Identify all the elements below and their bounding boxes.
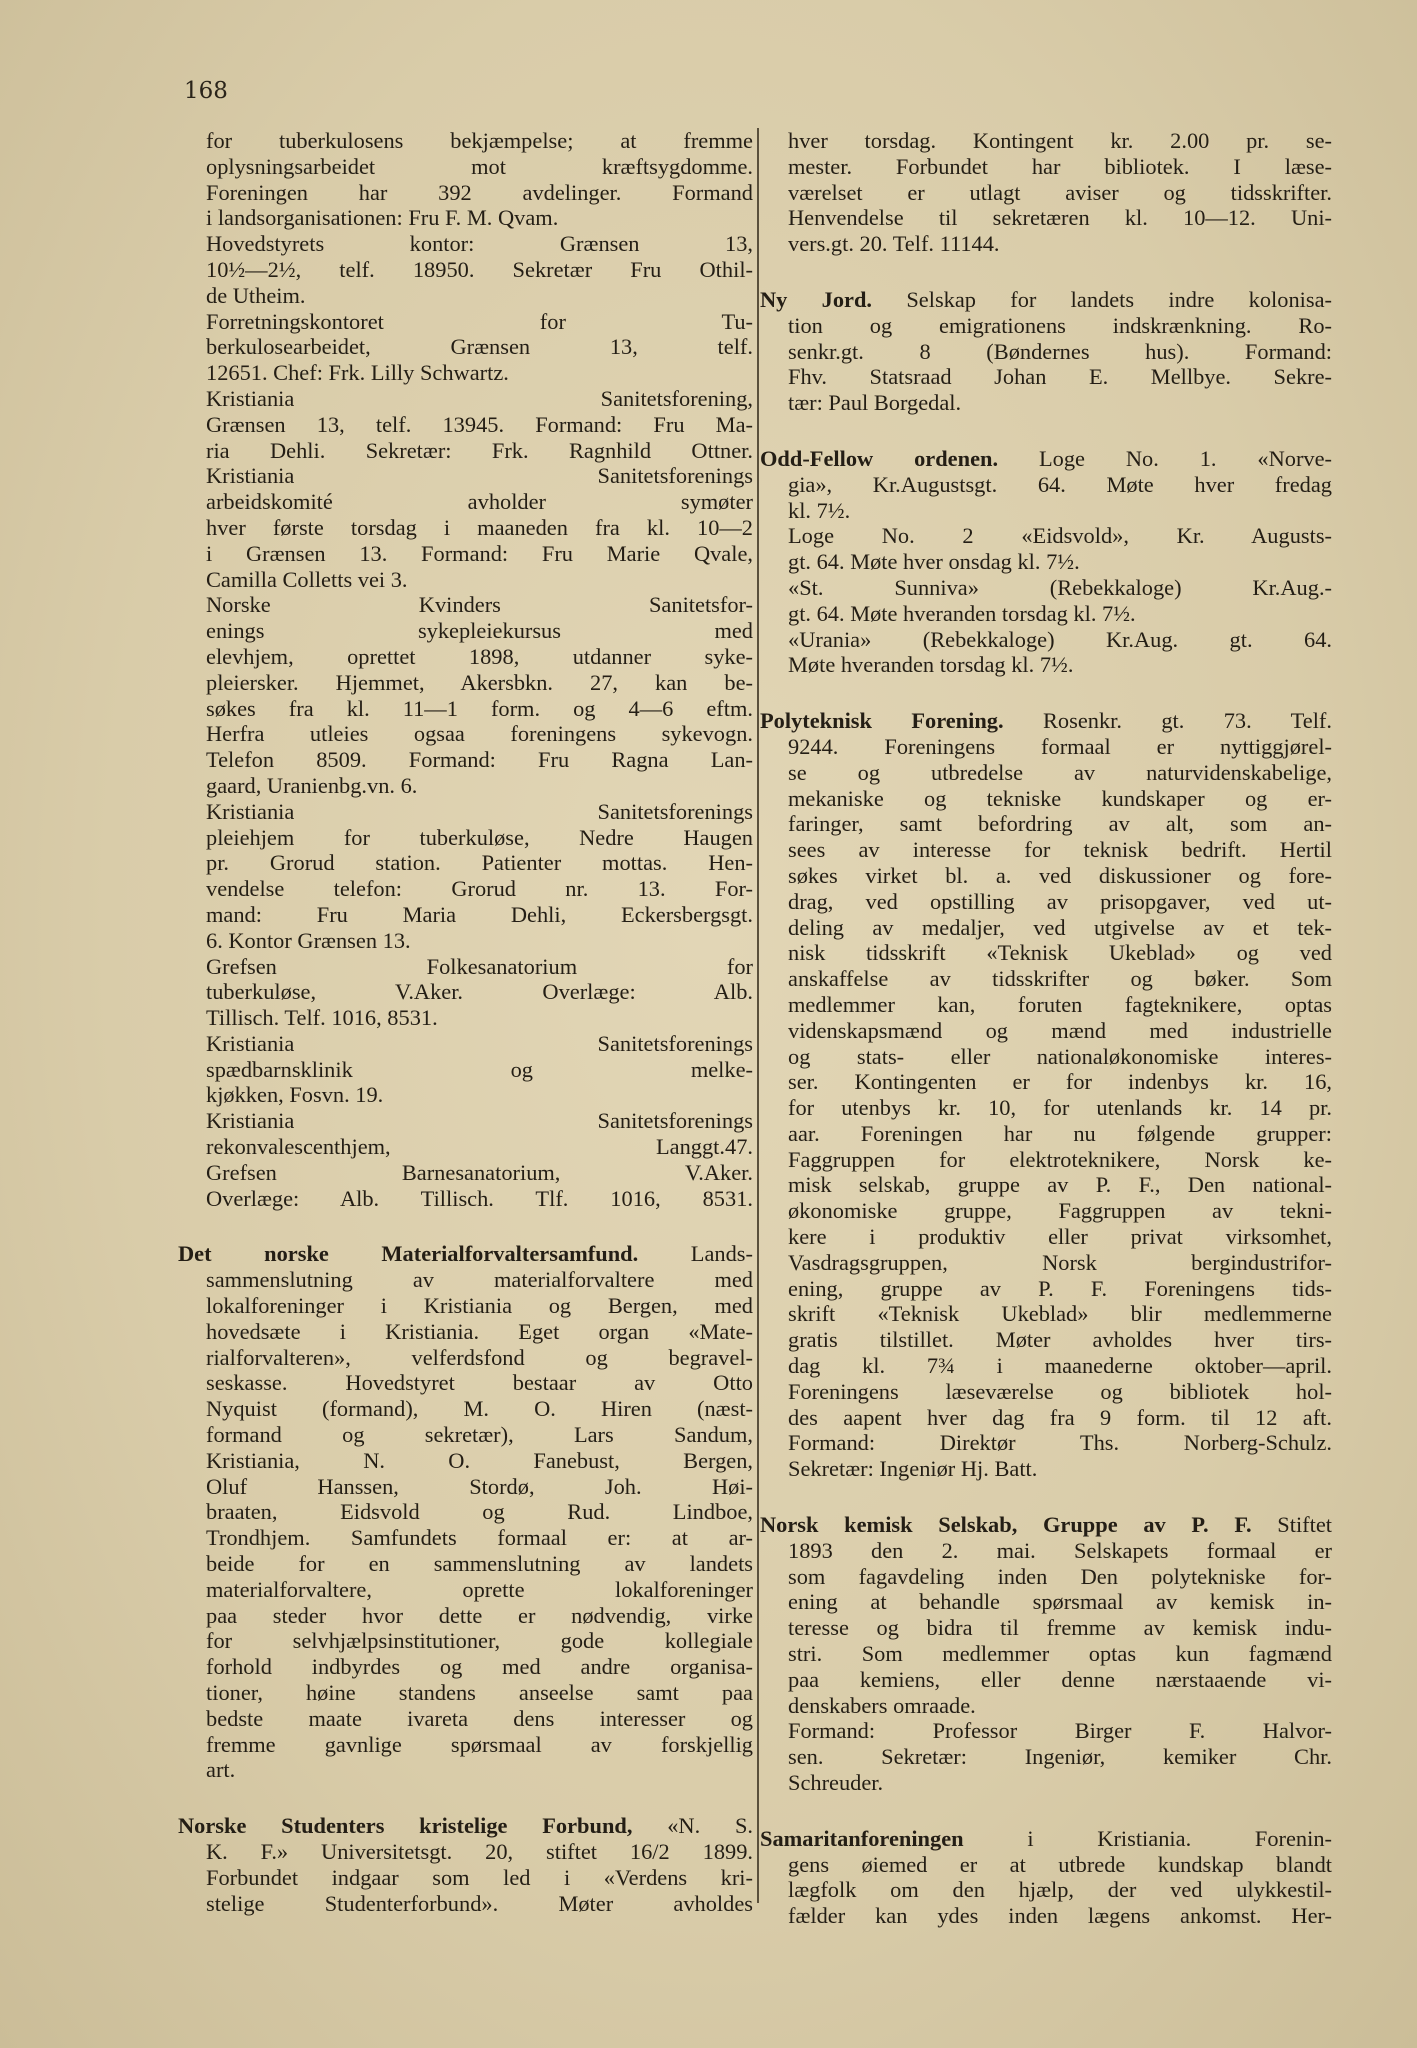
text-line xyxy=(178,1396,753,1422)
text-line xyxy=(760,1327,1332,1353)
line-text: formand og sekretær), Lars Sandum, xyxy=(206,1422,753,1448)
text-line xyxy=(760,786,1332,812)
text-line xyxy=(178,128,753,154)
line-text: paa steder hvor dette er nødvendig, virke xyxy=(206,1602,753,1628)
line-text: gratis tilstillet. Møter avholdes hver tirs- xyxy=(788,1327,1332,1353)
page-number: 168 xyxy=(184,78,228,104)
text-line xyxy=(760,498,1332,524)
line-text: aar. Foreningen har nu følgende grupper: xyxy=(788,1120,1332,1146)
text-line xyxy=(760,863,1332,889)
text-line xyxy=(760,154,1332,180)
line-text: Grefsen Barnesanatorium, V.Aker. xyxy=(206,1159,753,1185)
line-text: Henvendelse til sekretæren kl. 10—12. Uni- xyxy=(788,205,1332,231)
line-text: dag kl. 7¾ i maanederne oktober—april. xyxy=(788,1353,1332,1379)
line-text: materialforvaltere, oprette lokalforeninger xyxy=(206,1576,753,1602)
line-text: Selskap for landets indre kolonisa- xyxy=(906,286,1332,312)
text-line xyxy=(760,760,1332,786)
text-line xyxy=(760,390,1332,416)
line-text: Forretningskontoret for Tu- xyxy=(206,308,753,334)
line-text: Oluf Hanssen, Stordø, Joh. Høi- xyxy=(206,1473,753,1499)
line-text: Nyquist (formand), M. O. Hiren (næst- xyxy=(206,1396,753,1422)
line-text: nisk tidsskrift «Teknisk Ukeblad» og ved xyxy=(788,940,1332,966)
line-text: 6. Kontor Grænsen 13. xyxy=(206,927,411,953)
entry-heading-line xyxy=(760,1826,1332,1852)
entry-heading: Odd-Fellow ordenen. xyxy=(760,445,999,471)
line-text: vers.gt. 20. Telf. 11144. xyxy=(788,231,1000,257)
entry-heading: Samaritanforeningen xyxy=(760,1825,964,1851)
text-line xyxy=(178,876,753,902)
text-line xyxy=(178,1499,753,1525)
text-line xyxy=(760,966,1332,992)
text-line xyxy=(178,1654,753,1680)
text-line xyxy=(178,1319,753,1345)
entry-heading: Polyteknisk Forening. xyxy=(760,708,1004,734)
line-text: Loge No. 2 «Eidsvold», Kr. Augusts- xyxy=(788,523,1332,549)
line-text: videnskapsmænd og mænd med industrielle xyxy=(788,1017,1332,1043)
text-line xyxy=(178,257,753,283)
line-text: i Kristiania. Forenin- xyxy=(1027,1825,1332,1851)
text-line xyxy=(178,1525,753,1551)
line-text: tion og emigrationens indskrænkning. Ro- xyxy=(788,312,1332,338)
text-line xyxy=(178,309,753,335)
text-line xyxy=(178,1057,753,1083)
entry-heading-line xyxy=(178,1241,753,1267)
text-line xyxy=(760,811,1332,837)
text-line xyxy=(760,1667,1332,1693)
line-text: Foreningens læseværelse og bibliotek hol- xyxy=(788,1378,1332,1404)
line-text: værelset er utlagt aviser og tidsskrifter. xyxy=(788,179,1332,205)
line-text: Grænsen 13, telf. 13945. Formand: Fru Ma- xyxy=(206,411,753,437)
line-text: ria Dehli. Sekretær: Frk. Ragnhild Ottner. xyxy=(206,437,753,463)
text-line xyxy=(178,773,753,799)
line-text: skrift «Teknisk Ukeblad» blir medlemmerne xyxy=(788,1301,1332,1327)
left-column xyxy=(178,128,753,1916)
text-line xyxy=(760,1877,1332,1903)
line-text: anskaffelse av tidsskrifter og bøker. Som xyxy=(788,966,1332,992)
text-line xyxy=(760,575,1332,601)
line-text: Kristiania Sanitetsforenings xyxy=(206,463,753,489)
line-text: Sekretær: Ingeniør Hj. Batt. xyxy=(788,1456,1038,1482)
line-text: Kristiania, N. O. Fanebust, Bergen, xyxy=(206,1447,753,1473)
text-line xyxy=(760,339,1332,365)
line-text: Formand: Professor Birger F. Halvor- xyxy=(788,1718,1332,1744)
line-text: Herfra utleies ogsaa foreningens sykevogn. xyxy=(206,721,753,747)
text-line xyxy=(178,1839,753,1865)
text-line xyxy=(178,1757,753,1783)
text-line xyxy=(178,412,753,438)
line-text: mand: Fru Maria Dehli, Eckersbergsgt. xyxy=(206,901,753,927)
text-line xyxy=(760,1379,1332,1405)
text-line xyxy=(178,1603,753,1629)
text-line xyxy=(760,1641,1332,1667)
line-text: gia», Kr.Augustsgt. 64. Møte hver fredag xyxy=(788,471,1332,497)
line-text: for selvhjælpsinstitutioner, gode kollegiale xyxy=(206,1628,753,1654)
text-line xyxy=(760,128,1332,154)
text-line xyxy=(178,1031,753,1057)
line-text: sammenslutning av materialforvaltere med xyxy=(206,1267,753,1293)
line-text: Overlæge: Alb. Tillisch. Tlf. 1016, 8531. xyxy=(206,1185,753,1211)
text-line xyxy=(178,1628,753,1654)
line-text: arbeidskomité avholder symøter xyxy=(206,489,753,515)
text-line xyxy=(178,747,753,773)
text-line xyxy=(178,1267,753,1293)
text-line xyxy=(760,1250,1332,1276)
text-line xyxy=(178,1474,753,1500)
text-line xyxy=(178,154,753,180)
line-text: berkulosearbeidet, Grænsen 13, telf. xyxy=(206,334,753,360)
line-text: Stiftet xyxy=(1277,1512,1332,1538)
paragraph-gap xyxy=(760,1482,1332,1512)
paragraph-gap xyxy=(178,1211,753,1241)
text-line xyxy=(178,515,753,541)
text-line xyxy=(178,489,753,515)
text-line xyxy=(178,438,753,464)
text-line xyxy=(760,601,1332,627)
line-text: seskasse. Hovedstyret bestaar av Otto xyxy=(206,1370,753,1396)
text-line xyxy=(760,1589,1332,1615)
text-line xyxy=(760,205,1332,231)
text-line xyxy=(760,652,1332,678)
line-text: vendelse telefon: Grorud nr. 13. For- xyxy=(206,876,753,902)
line-text: Rosenkr. gt. 73. Telf. xyxy=(1042,708,1332,734)
text-line xyxy=(760,1693,1332,1719)
line-text: oplysningsarbeidet mot kræftsygdomme. xyxy=(206,153,753,179)
line-text: «Urania» (Rebekkaloge) Kr.Aug. gt. 64. xyxy=(788,626,1332,652)
text-line xyxy=(178,386,753,412)
paragraph-gap xyxy=(760,416,1332,446)
text-line xyxy=(178,1680,753,1706)
line-text: deling av medaljer, ved utgivelse av et tek- xyxy=(788,914,1332,940)
line-text: Loge No. 1. «Norve- xyxy=(1038,445,1332,471)
line-text: 9244. Foreningens formaal er nyttiggjørel- xyxy=(788,733,1332,759)
text-line xyxy=(178,644,753,670)
line-text: rialforvalteren», velferdsfond og begravel- xyxy=(206,1344,753,1370)
line-text: sees av interesse for teknisk bedrift. Hertil xyxy=(788,837,1332,863)
text-line xyxy=(760,1744,1332,1770)
text-line xyxy=(178,850,753,876)
text-line xyxy=(760,627,1332,653)
line-text: spædbarnsklinik og melke- xyxy=(206,1056,753,1082)
text-line xyxy=(760,549,1332,575)
line-text: teresse og bidra til fremme av kemisk indu- xyxy=(788,1615,1332,1641)
text-line xyxy=(178,1134,753,1160)
text-line xyxy=(760,180,1332,206)
text-line xyxy=(760,1095,1332,1121)
line-text: ening, gruppe av P. F. Foreningens tids- xyxy=(788,1275,1332,1301)
line-text: Grefsen Folkesanatorium for xyxy=(206,953,753,979)
line-text: des aapent hver dag fra 9 form. til 12 aft. xyxy=(788,1404,1332,1430)
text-line xyxy=(760,915,1332,941)
line-text: enings sykepleiekursus med xyxy=(206,618,753,644)
text-line xyxy=(760,1564,1332,1590)
line-text: som fagavdeling inden Den polytekniske for- xyxy=(788,1563,1332,1589)
line-text: fælder kan ydes inden lægens ankomst. Her- xyxy=(788,1903,1332,1929)
entry-heading: Det norske Materialforvaltersamfund. xyxy=(178,1241,639,1267)
line-text: forhold indbyrdes og med andre organisa- xyxy=(206,1654,753,1680)
line-text: tær: Paul Borgedal. xyxy=(788,390,962,416)
entry-heading-line xyxy=(760,1512,1332,1538)
entry-heading-line xyxy=(178,1813,753,1839)
text-line xyxy=(760,1353,1332,1379)
line-text: Kristiania Sanitetsforenings xyxy=(206,1108,753,1134)
text-line xyxy=(760,1121,1332,1147)
line-text: pleiersker. Hjemmet, Akersbkn. 27, kan be- xyxy=(206,669,753,695)
text-line xyxy=(760,472,1332,498)
text-line xyxy=(178,1370,753,1396)
line-text: Kristiania Sanitetsforening, xyxy=(206,385,753,411)
text-line xyxy=(178,799,753,825)
line-text: senkr.gt. 8 (Bøndernes hus). Formand: xyxy=(788,338,1332,364)
text-line xyxy=(760,231,1332,257)
text-line xyxy=(178,334,753,360)
line-text: drag, ved opstilling av prisopgaver, ved ut- xyxy=(788,888,1332,914)
text-line xyxy=(178,954,753,980)
text-line xyxy=(760,1069,1332,1095)
text-line xyxy=(178,541,753,567)
text-line xyxy=(178,979,753,1005)
text-line xyxy=(178,618,753,644)
text-line xyxy=(760,1147,1332,1173)
line-text: beide for en sammenslutning av landets xyxy=(206,1551,753,1577)
line-text: for utenbys kr. 10, for utenlands kr. 14 pr. xyxy=(788,1095,1332,1121)
text-line xyxy=(178,1577,753,1603)
entry-heading: Norske Studenters kristelige Forbund, xyxy=(178,1813,633,1839)
line-text: Kristiania Sanitetsforenings xyxy=(206,798,753,824)
text-line xyxy=(178,283,753,309)
line-text: ening at behandle spørsmaal av kemisk in- xyxy=(788,1589,1332,1615)
line-text: i Grænsen 13. Formand: Fru Marie Qvale, xyxy=(206,540,753,566)
text-line xyxy=(760,523,1332,549)
line-text: 1893 den 2. mai. Selskapets formaal er xyxy=(788,1537,1332,1563)
text-line xyxy=(760,1172,1332,1198)
line-text: Fhv. Statsraad Johan E. Mellbye. Sekre- xyxy=(788,364,1332,390)
text-line xyxy=(178,1160,753,1186)
text-line xyxy=(760,889,1332,915)
text-line xyxy=(760,1538,1332,1564)
text-line xyxy=(178,1082,753,1108)
paragraph-gap xyxy=(178,1783,753,1813)
line-text: tioner, høine standens anseelse samt paa xyxy=(206,1680,753,1706)
paragraph-gap xyxy=(760,1796,1332,1826)
text-line xyxy=(178,205,753,231)
line-text: Tillisch. Telf. 1016, 8531. xyxy=(206,1005,438,1031)
line-text: Forbundet indgaar som led i «Verdens kri- xyxy=(206,1864,753,1890)
line-text: Møte hveranden torsdag kl. 7½. xyxy=(788,652,1074,678)
line-text: medlemmer kan, foruten fagteknikere, optas xyxy=(788,991,1332,1017)
line-text: gaard, Uranienbg.vn. 6. xyxy=(206,772,418,798)
text-line xyxy=(760,1430,1332,1456)
line-text: gens øiemed er at utbrede kundskap blandt xyxy=(788,1851,1332,1877)
line-text: Vasdragsgruppen, Norsk bergindustrifor- xyxy=(788,1249,1332,1275)
line-text: mester. Forbundet har bibliotek. I læse- xyxy=(788,153,1332,179)
line-text: tuberkuløse, V.Aker. Overlæge: Alb. xyxy=(206,979,753,1005)
line-text: de Utheim. xyxy=(206,282,306,308)
line-text: elevhjem, oprettet 1898, utdanner syke- xyxy=(206,643,753,669)
text-line xyxy=(760,1456,1332,1482)
line-text: Faggruppen for elektroteknikere, Norsk ke- xyxy=(788,1146,1332,1172)
line-text: Schreuder. xyxy=(788,1770,884,1796)
line-text: se og utbredelse av naturvidenskabelige, xyxy=(788,759,1332,785)
text-line xyxy=(178,231,753,257)
text-line xyxy=(760,1852,1332,1878)
line-text: gt. 64. Møte hveranden torsdag kl. 7½. xyxy=(788,600,1136,626)
right-column xyxy=(760,128,1332,1929)
line-text: «St. Sunniva» (Rebekkaloge) Kr.Aug.- xyxy=(788,574,1332,600)
text-line xyxy=(178,902,753,928)
text-line xyxy=(178,825,753,851)
text-line xyxy=(760,364,1332,390)
entry-heading: Ny Jord. xyxy=(760,286,873,312)
line-text: fremme gavnlige spørsmaal av forskjellig xyxy=(206,1731,753,1757)
line-text: for tuberkulosens bekjæmpelse; at fremme xyxy=(206,128,753,153)
line-text: mekaniske og tekniske kundskaper og er- xyxy=(788,785,1332,811)
text-line xyxy=(760,1903,1332,1929)
line-text: sen. Sekretær: Ingeniør, kemiker Chr. xyxy=(788,1744,1332,1770)
text-line xyxy=(760,1044,1332,1070)
line-text: rekonvalescenthjem, Langgt.47. xyxy=(206,1134,753,1160)
line-text: denskabers omraade. xyxy=(788,1692,976,1718)
line-text: ser. Kontingenten er for indenbys kr. 16, xyxy=(788,1069,1332,1095)
text-line xyxy=(178,567,753,593)
text-line xyxy=(760,1770,1332,1796)
line-text: Trondhjem. Samfundets formaal er: at ar- xyxy=(206,1525,753,1551)
text-line xyxy=(178,180,753,206)
line-text: Kristiania Sanitetsforenings xyxy=(206,1030,753,1056)
line-text: faringer, samt befordring av alt, som an- xyxy=(788,811,1332,837)
text-line xyxy=(178,1293,753,1319)
text-line xyxy=(178,592,753,618)
text-line xyxy=(178,1005,753,1031)
line-text: lokalforeninger i Kristiania og Bergen, med xyxy=(206,1293,753,1319)
line-text: art. xyxy=(206,1757,236,1783)
text-line xyxy=(760,992,1332,1018)
text-line xyxy=(178,670,753,696)
text-line xyxy=(760,837,1332,863)
line-text: hver første torsdag i maaneden fra kl. 10—2 xyxy=(206,514,753,540)
text-line xyxy=(178,360,753,386)
line-text: søkes virket bl. a. ved diskussioner og fore- xyxy=(788,862,1332,888)
paragraph-gap xyxy=(760,678,1332,708)
line-text: Telefon 8509. Formand: Fru Ragna Lan- xyxy=(206,747,753,773)
text-line xyxy=(178,1891,753,1917)
line-text: «N. S. xyxy=(667,1813,753,1839)
text-line xyxy=(760,1018,1332,1044)
text-line xyxy=(178,696,753,722)
line-text: 12651. Chef: Frk. Lilly Schwartz. xyxy=(206,360,509,386)
paragraph-gap xyxy=(760,257,1332,287)
text-line xyxy=(178,1448,753,1474)
line-text: paa kemiens, eller denne nærstaaende vi- xyxy=(788,1666,1332,1692)
text-line xyxy=(178,1345,753,1371)
entry-heading-line xyxy=(760,287,1332,313)
line-text: 10½—2½, telf. 18950. Sekretær Fru Othil- xyxy=(206,256,753,282)
text-line xyxy=(760,1276,1332,1302)
line-text: misk selskab, gruppe av P. F., Den national- xyxy=(788,1172,1332,1198)
line-text: i landsorganisationen: Fru F. M. Qvam. xyxy=(206,205,559,231)
text-line xyxy=(178,1186,753,1212)
line-text: Norske Kvinders Sanitetsfor- xyxy=(206,592,753,618)
entry-heading: Norsk kemisk Selskab, Gruppe av P. F. xyxy=(760,1512,1252,1538)
text-line xyxy=(178,1551,753,1577)
line-text: økonomiske gruppe, Faggruppen av tekni- xyxy=(788,1198,1332,1224)
line-text: bedste maate ivareta dens interesser og xyxy=(206,1705,753,1731)
line-text: Hovedstyrets kontor: Grænsen 13, xyxy=(206,231,753,257)
text-line xyxy=(178,463,753,489)
text-line xyxy=(178,721,753,747)
line-text: hver torsdag. Kontingent kr. 2.00 pr. se- xyxy=(788,128,1332,153)
text-line xyxy=(760,734,1332,760)
text-line xyxy=(760,1615,1332,1641)
line-text: kjøkken, Fosvn. 19. xyxy=(206,1082,384,1108)
line-text: Foreningen har 392 avdelinger. Formand xyxy=(206,179,753,205)
text-line xyxy=(178,1108,753,1134)
line-text: og stats- eller nationaløkonomiske interes- xyxy=(788,1043,1332,1069)
line-text: hovedsæte i Kristiania. Eget organ «Mate- xyxy=(206,1318,753,1344)
line-text: kere i produktiv eller privat virksomhet, xyxy=(788,1224,1332,1250)
entry-heading-line xyxy=(760,708,1332,734)
text-line xyxy=(178,1865,753,1891)
line-text: stelige Studenterforbund». Møter avholdes xyxy=(206,1890,753,1916)
line-text: K. F.» Universitetsgt. 20, stiftet 16/2 1899. xyxy=(206,1839,753,1864)
text-line xyxy=(760,1198,1332,1224)
column-divider xyxy=(757,128,759,1903)
line-text: kl. 7½. xyxy=(788,497,851,523)
line-text: pr. Grorud station. Patienter mottas. Hen- xyxy=(206,850,753,876)
line-text: Lands- xyxy=(690,1241,753,1267)
line-text: pleiehjem for tuberkuløse, Nedre Haugen xyxy=(206,824,753,850)
text-line xyxy=(178,1706,753,1732)
text-line xyxy=(760,313,1332,339)
line-text: Camilla Colletts vei 3. xyxy=(206,566,408,592)
text-line xyxy=(760,1301,1332,1327)
line-text: Formand: Direktør Ths. Norberg-Schulz. xyxy=(788,1430,1332,1456)
line-text: braaten, Eidsvold og Rud. Lindboe, xyxy=(206,1499,753,1525)
text-line xyxy=(178,1732,753,1758)
line-text: lægfolk om den hjælp, der ved ulykkestil- xyxy=(788,1877,1332,1903)
text-line xyxy=(178,928,753,954)
line-text: stri. Som medlemmer optas kun fagmænd xyxy=(788,1641,1332,1667)
line-text: søkes fra kl. 11—1 form. og 4—6 eftm. xyxy=(206,695,753,721)
text-line xyxy=(760,1224,1332,1250)
text-line xyxy=(760,1405,1332,1431)
text-line xyxy=(178,1422,753,1448)
text-line xyxy=(760,1718,1332,1744)
line-text: gt. 64. Møte hver onsdag kl. 7½. xyxy=(788,549,1080,575)
text-line xyxy=(760,940,1332,966)
entry-heading-line xyxy=(760,446,1332,472)
